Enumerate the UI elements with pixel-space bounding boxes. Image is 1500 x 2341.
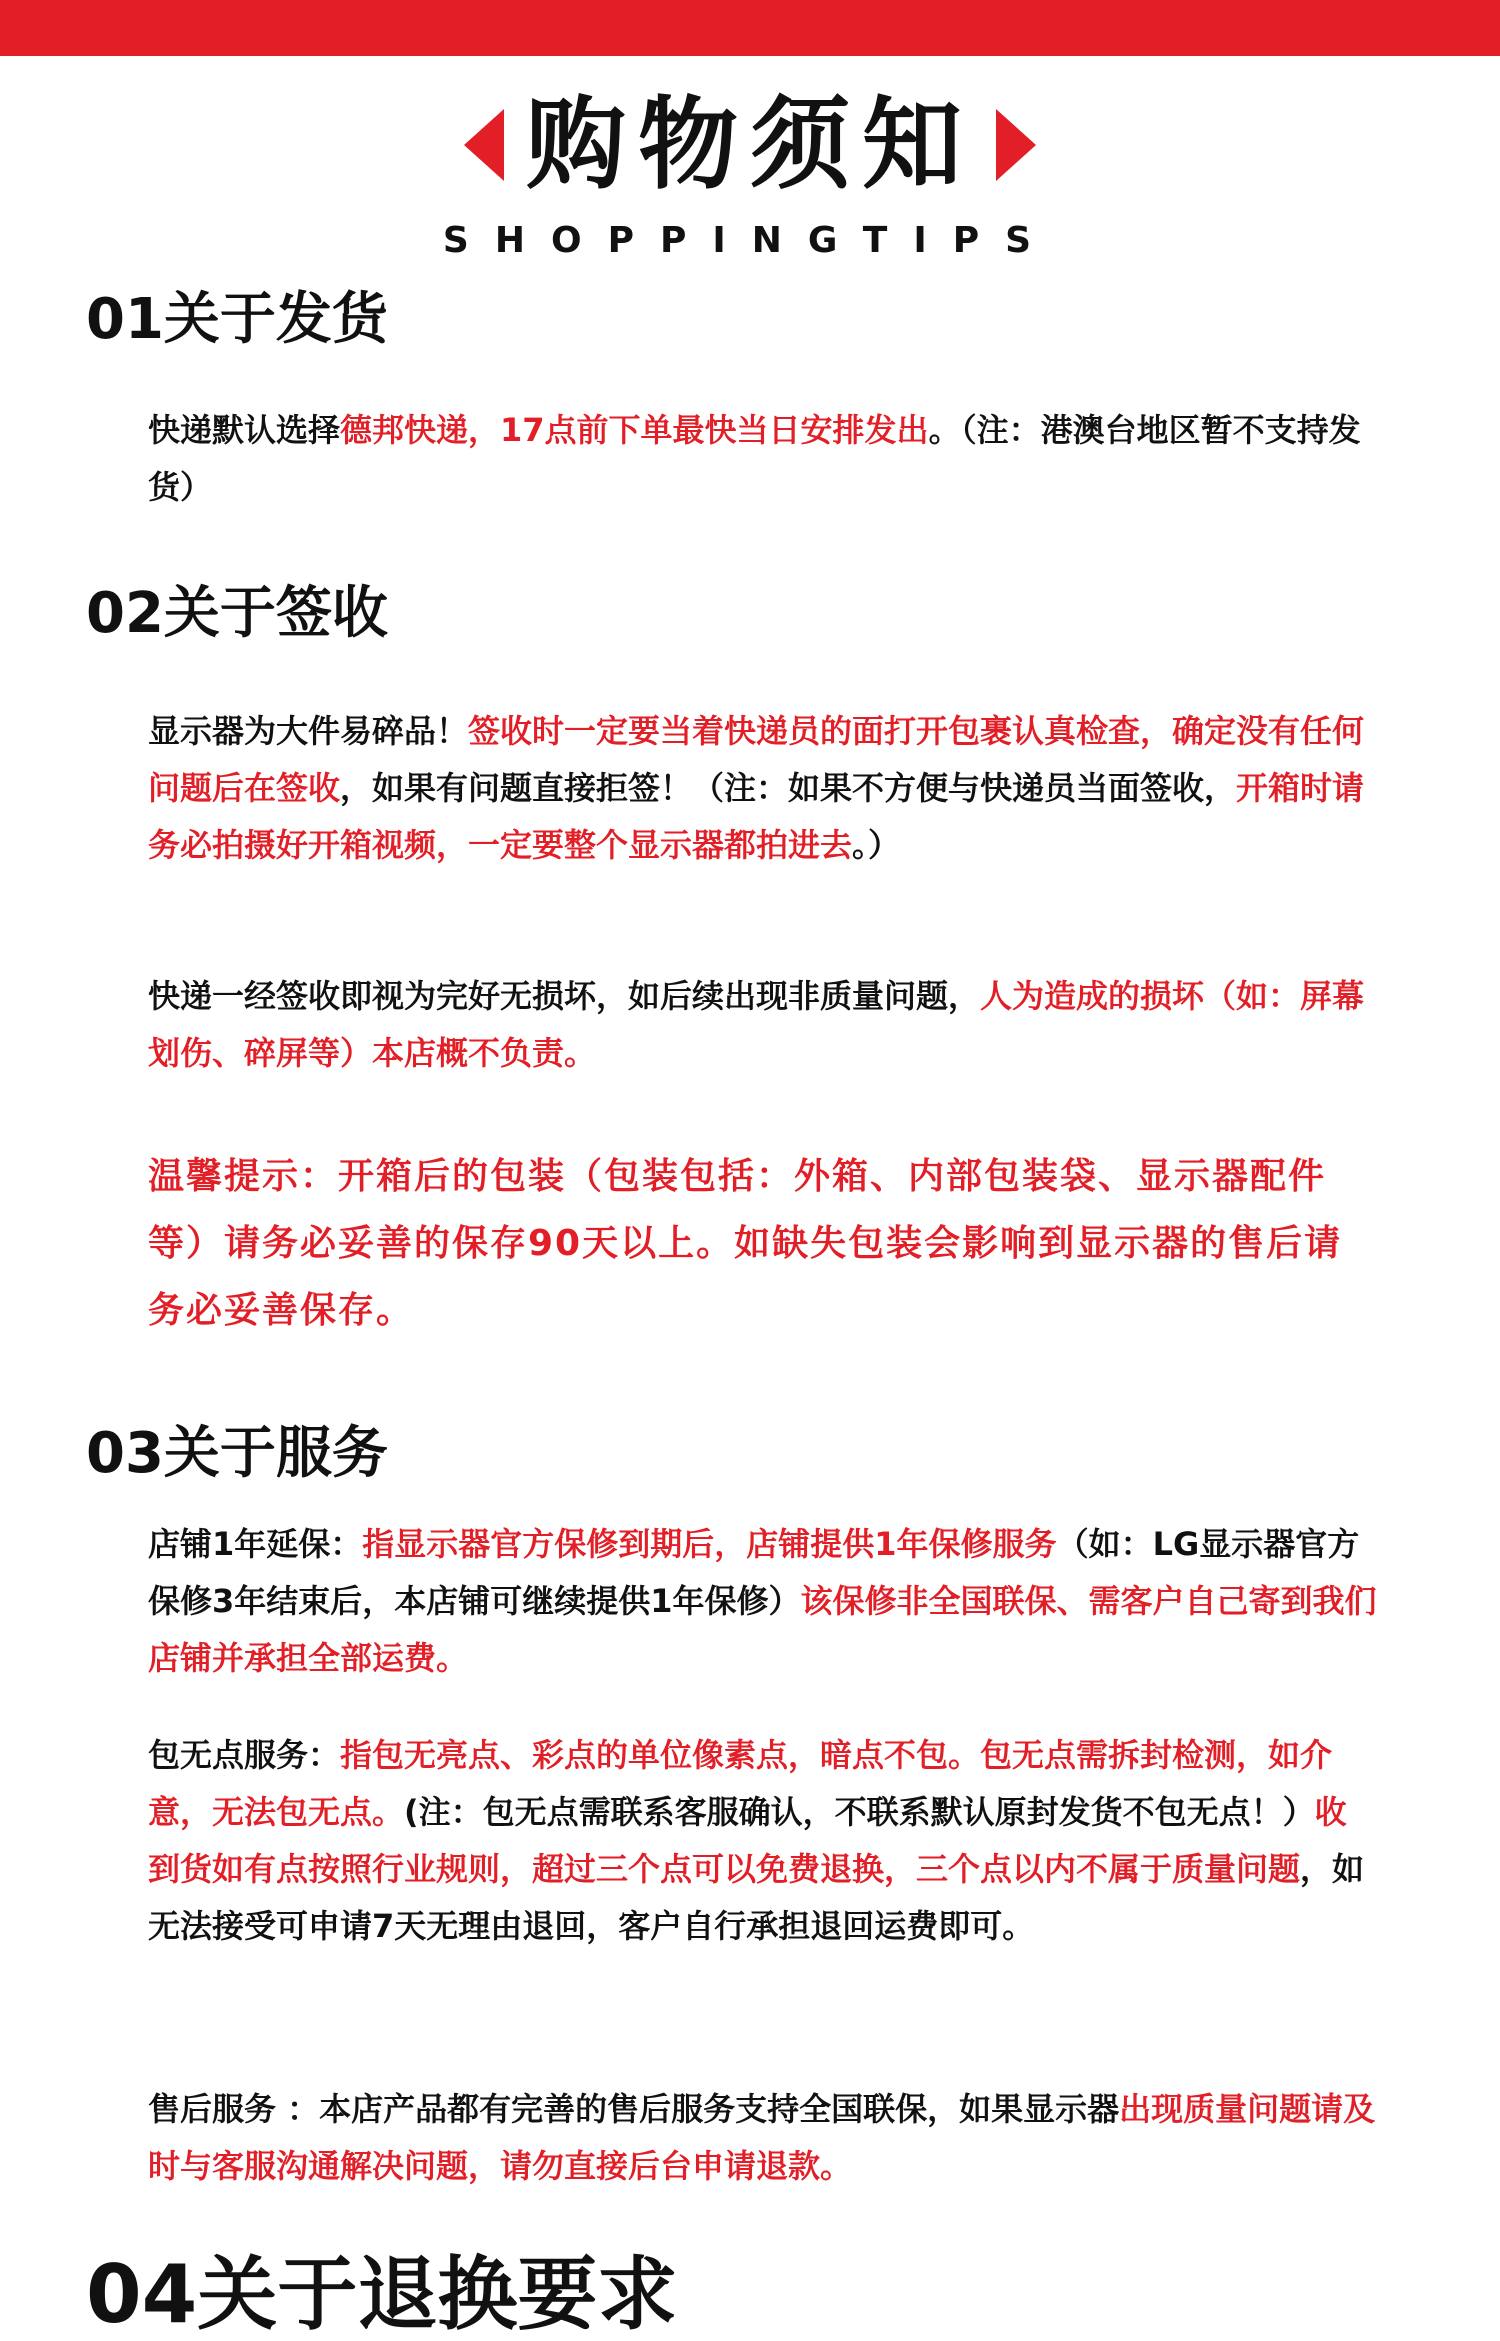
dead-pixel-paragraph [148,1727,1368,1955]
highlight-text: 开箱时请务必拍摄好开箱视频，一定要整个显示器都拍进去 [148,769,1365,864]
body-text: 快递一经签收即视为完好无损坏，如后续出现非质量问题， [148,977,981,1015]
highlight-text: 指包无亮点、彩点的单位像素点，暗点不包。包无点需拆封检测，如介意，无法包无点。 [148,1736,1333,1831]
highlight-text: 该保修非全国联保、需客户自己寄到我们店铺并承担全部运费。 [148,1582,1377,1677]
body-text: ，如无法接受可申请7天无理由退回，客户自行承担退回运费即可。 [148,1850,1365,1945]
damage-paragraph [148,968,1368,1082]
body-text: 售后服务 ：本店产品都有完善的售后服务支持全国联保，如果显示器 [148,2090,1120,2128]
highlight-text: 人为造成的损坏（如：屏幕划伤、碎屏等）本店概不负责。 [148,977,1365,1072]
highlight-text: 德邦快递，17点前下单最快当日安排发出 [340,411,929,449]
page-header [0,86,1500,261]
body-text: 包无点服务： [148,1736,341,1774]
right-triangle-icon [996,109,1036,181]
section-title-shipping: 01关于发货 [86,287,388,352]
body-text: (注：包无点需联系客服确认，不联系默认原封发货不包无点！） [404,1793,1315,1831]
page-subtitle: SHOPPINGTIPS [442,220,1058,261]
left-triangle-icon [464,109,504,181]
highlight-text: 指显示器官方保修到期后，店铺提供1年保修服务 [362,1525,1057,1563]
section-title-returns: 04关于退换要求 [86,2248,678,2341]
body-text: 。） [852,826,901,864]
body-text: ，如果有问题直接拒签！（注：如果不方便与快递员当面签收， [340,769,1237,807]
highlight-text: 收到货如有点按照行业规则，超过三个点可以免费退换，三个点以内不属于质量问题 [148,1793,1347,1888]
warranty-paragraph [148,1516,1388,1687]
body-text: 店铺1年延保： [148,1525,363,1563]
section-title-signing: 02关于签收 [86,581,388,646]
highlight-text: 签收时一定要当着快递员的面打开包裹认真检查，确定没有任何问题后在签收 [148,712,1365,807]
body-text: 快递默认选择 [148,411,341,449]
body-text: （如：LG显示器官方保修3年结束后，本店铺可继续提供1年保修） [148,1525,1360,1620]
after-sales-paragraph [148,2081,1378,2195]
shipping-paragraph [148,402,1388,516]
highlight-text: 出现质量问题请及时与客服沟通解决问题，请勿直接后台申请退款。 [148,2090,1376,2185]
title-row [0,86,1500,203]
warm-tip-paragraph [148,1143,1378,1344]
page-title: 购物须知 [526,86,974,203]
signing-paragraph [148,703,1388,874]
body-text: 。（注：港澳台地区暂不支持发货） [148,411,1361,506]
highlight-text: 温馨提示：开箱后的包装（包装包括：外箱、内部包装袋、显示器配件等）请务必妥善的保存90天以上。如缺失包装会影响到显示器的售后请务必妥善保存。 [148,1156,1343,1331]
section-title-service: 03关于服务 [86,1421,388,1486]
top-accent-bar [0,0,1500,56]
body-text: 显示器为大件易碎品！ [148,712,469,750]
